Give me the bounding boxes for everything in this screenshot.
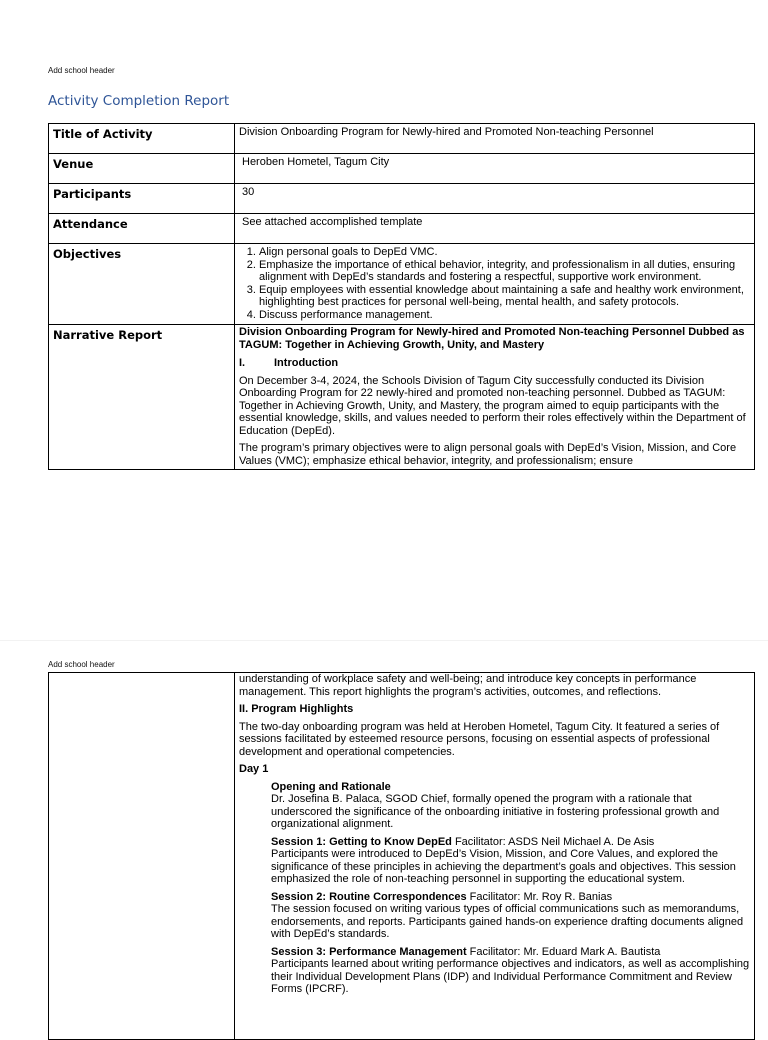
list-item: 2. Emphasize the importance of ethical behavior, integrity, and professionalism in all duties, ensuring alignment with DepEd’s standards and fostering a respectful, supportive work environment.	[259, 259, 750, 284]
opening-title: Opening and Rationale	[271, 780, 391, 793]
highlights-heading: II. Program Highlights	[239, 703, 354, 715]
narrative-heading: Division Onboarding Program for Newly-hired and Promoted Non-teaching Personnel Dubbed as TAGUM: Together in Achieving Growth, Unity, and Mastery	[239, 326, 745, 351]
report-table	[48, 123, 755, 470]
table-row	[49, 325, 755, 470]
section-number: I.	[239, 357, 246, 369]
table-row	[49, 154, 755, 184]
session-1-block	[271, 836, 750, 886]
table-row	[49, 124, 755, 154]
table-row	[49, 184, 755, 214]
list-item: 1. Align personal goals to DepEd VMC.	[259, 246, 750, 259]
continued-paragraph: understanding of workplace safety and well-being; and introduce key concepts in performance management. This report highlights the program’s activities, outcomes, and reflections.	[239, 673, 697, 698]
session-2-text: The session focused on writing various types of official communications such as memorandums, endorsements, and reports. Participants gained hands-on experience drafting documents aligned with DepEd’s standards.	[271, 903, 744, 940]
empty-label-cell	[49, 673, 235, 1040]
session-3-block	[271, 946, 750, 996]
session-3-text: Participants learned about writing performance objectives and indicators, as well as accomplishing their Individual Development Plans (IDP) and Individual Performance Commitment and Review Forms (IPCRF).	[271, 958, 750, 995]
table-row	[49, 673, 755, 1040]
school-header-placeholder: Add school header	[48, 660, 115, 669]
session-1-title: Session 1: Getting to Know DepEd	[271, 835, 452, 848]
objectives-value	[235, 244, 755, 325]
section-title: Introduction	[274, 357, 339, 369]
report-title: Activity Completion Report	[48, 93, 230, 109]
session-2-facilitator: Facilitator: Mr. Roy R. Banias	[466, 890, 613, 903]
list-item: 3. Equip employees with essential knowledge about maintaining a safe and healthy work environment, highlighting best practices for personal well-being, mental health, and safety protocols.	[259, 284, 750, 309]
session-2-title: Session 2: Routine Correspondences	[271, 890, 467, 903]
venue-label: Venue	[49, 154, 235, 184]
title-value: Division Onboarding Program for Newly-hired and Promoted Non-teaching Personnel	[235, 124, 755, 154]
venue-value: Heroben Hometel, Tagum City	[235, 154, 755, 184]
narrative-label: Narrative Report	[49, 325, 235, 470]
attendance-value: See attached accomplished template	[235, 214, 755, 244]
intro-paragraph-1: On December 3-4, 2024, the Schools Division of Tagum City successfully conducted its Division Onboarding Program for 22 newly-hired and promoted non-teaching personnel. Dubbed as TAGUM: Together in Achieving Growth, Unity, and Mastery, the program aimed to equip participants with the essential knowledge, skills, and values needed to perform their roles effectively within the Department of Education (DepEd).	[239, 374, 746, 437]
list-item: 4. Discuss performance management.	[259, 309, 750, 322]
day-1-heading: Day 1	[239, 763, 269, 775]
table-row	[49, 244, 755, 325]
intro-paragraph-2: The program’s primary objectives were to align personal goals with DepEd’s Vision, Mission, and Core Values (VMC); emphasize ethical behavior, integrity, and professionalism; ensure	[239, 442, 737, 467]
session-2-block	[271, 891, 750, 941]
narrative-continued	[235, 673, 755, 1040]
session-3-facilitator: Facilitator: Mr. Eduard Mark A. Bautista	[466, 945, 661, 958]
page-2	[0, 640, 768, 1025]
session-3-title: Session 3: Performance Management	[271, 945, 467, 958]
opening-block	[271, 781, 750, 831]
participants-label: Participants	[49, 184, 235, 214]
objectives-list	[239, 246, 750, 321]
narrative-value	[235, 325, 755, 470]
school-header-placeholder: Add school header	[48, 66, 115, 75]
table-row	[49, 214, 755, 244]
participants-value: 30	[235, 184, 755, 214]
session-1-text: Participants were introduced to DepEd’s Vision, Mission, and Core Values, and explored the significance of these principles in achieving the department’s goals and objectives. This session emphasized the role of non-teaching personnel in supporting the educational system.	[271, 848, 736, 885]
session-1-facilitator: Facilitator: ASDS Neil Michael A. De Asis	[451, 835, 655, 848]
introduction-heading	[239, 357, 750, 370]
session-2-heading	[271, 891, 750, 904]
attendance-label: Attendance	[49, 214, 235, 244]
opening-text: Dr. Josefina B. Palaca, SGOD Chief, formally opened the program with a rationale that underscored the significance of the onboarding initiative in fostering professional growth and organizational alignment.	[271, 793, 720, 830]
session-1-heading	[271, 836, 750, 849]
highlights-paragraph: The two-day onboarding program was held at Heroben Hometel, Tagum City. It featured a series of sessions facilitated by esteemed resource persons, focusing on essential aspects of professional development and operational competencies.	[239, 720, 720, 758]
report-table-continued	[48, 672, 755, 1040]
title-label: Title of Activity	[49, 124, 235, 154]
session-3-heading	[271, 946, 750, 959]
objectives-label: Objectives	[49, 244, 235, 325]
